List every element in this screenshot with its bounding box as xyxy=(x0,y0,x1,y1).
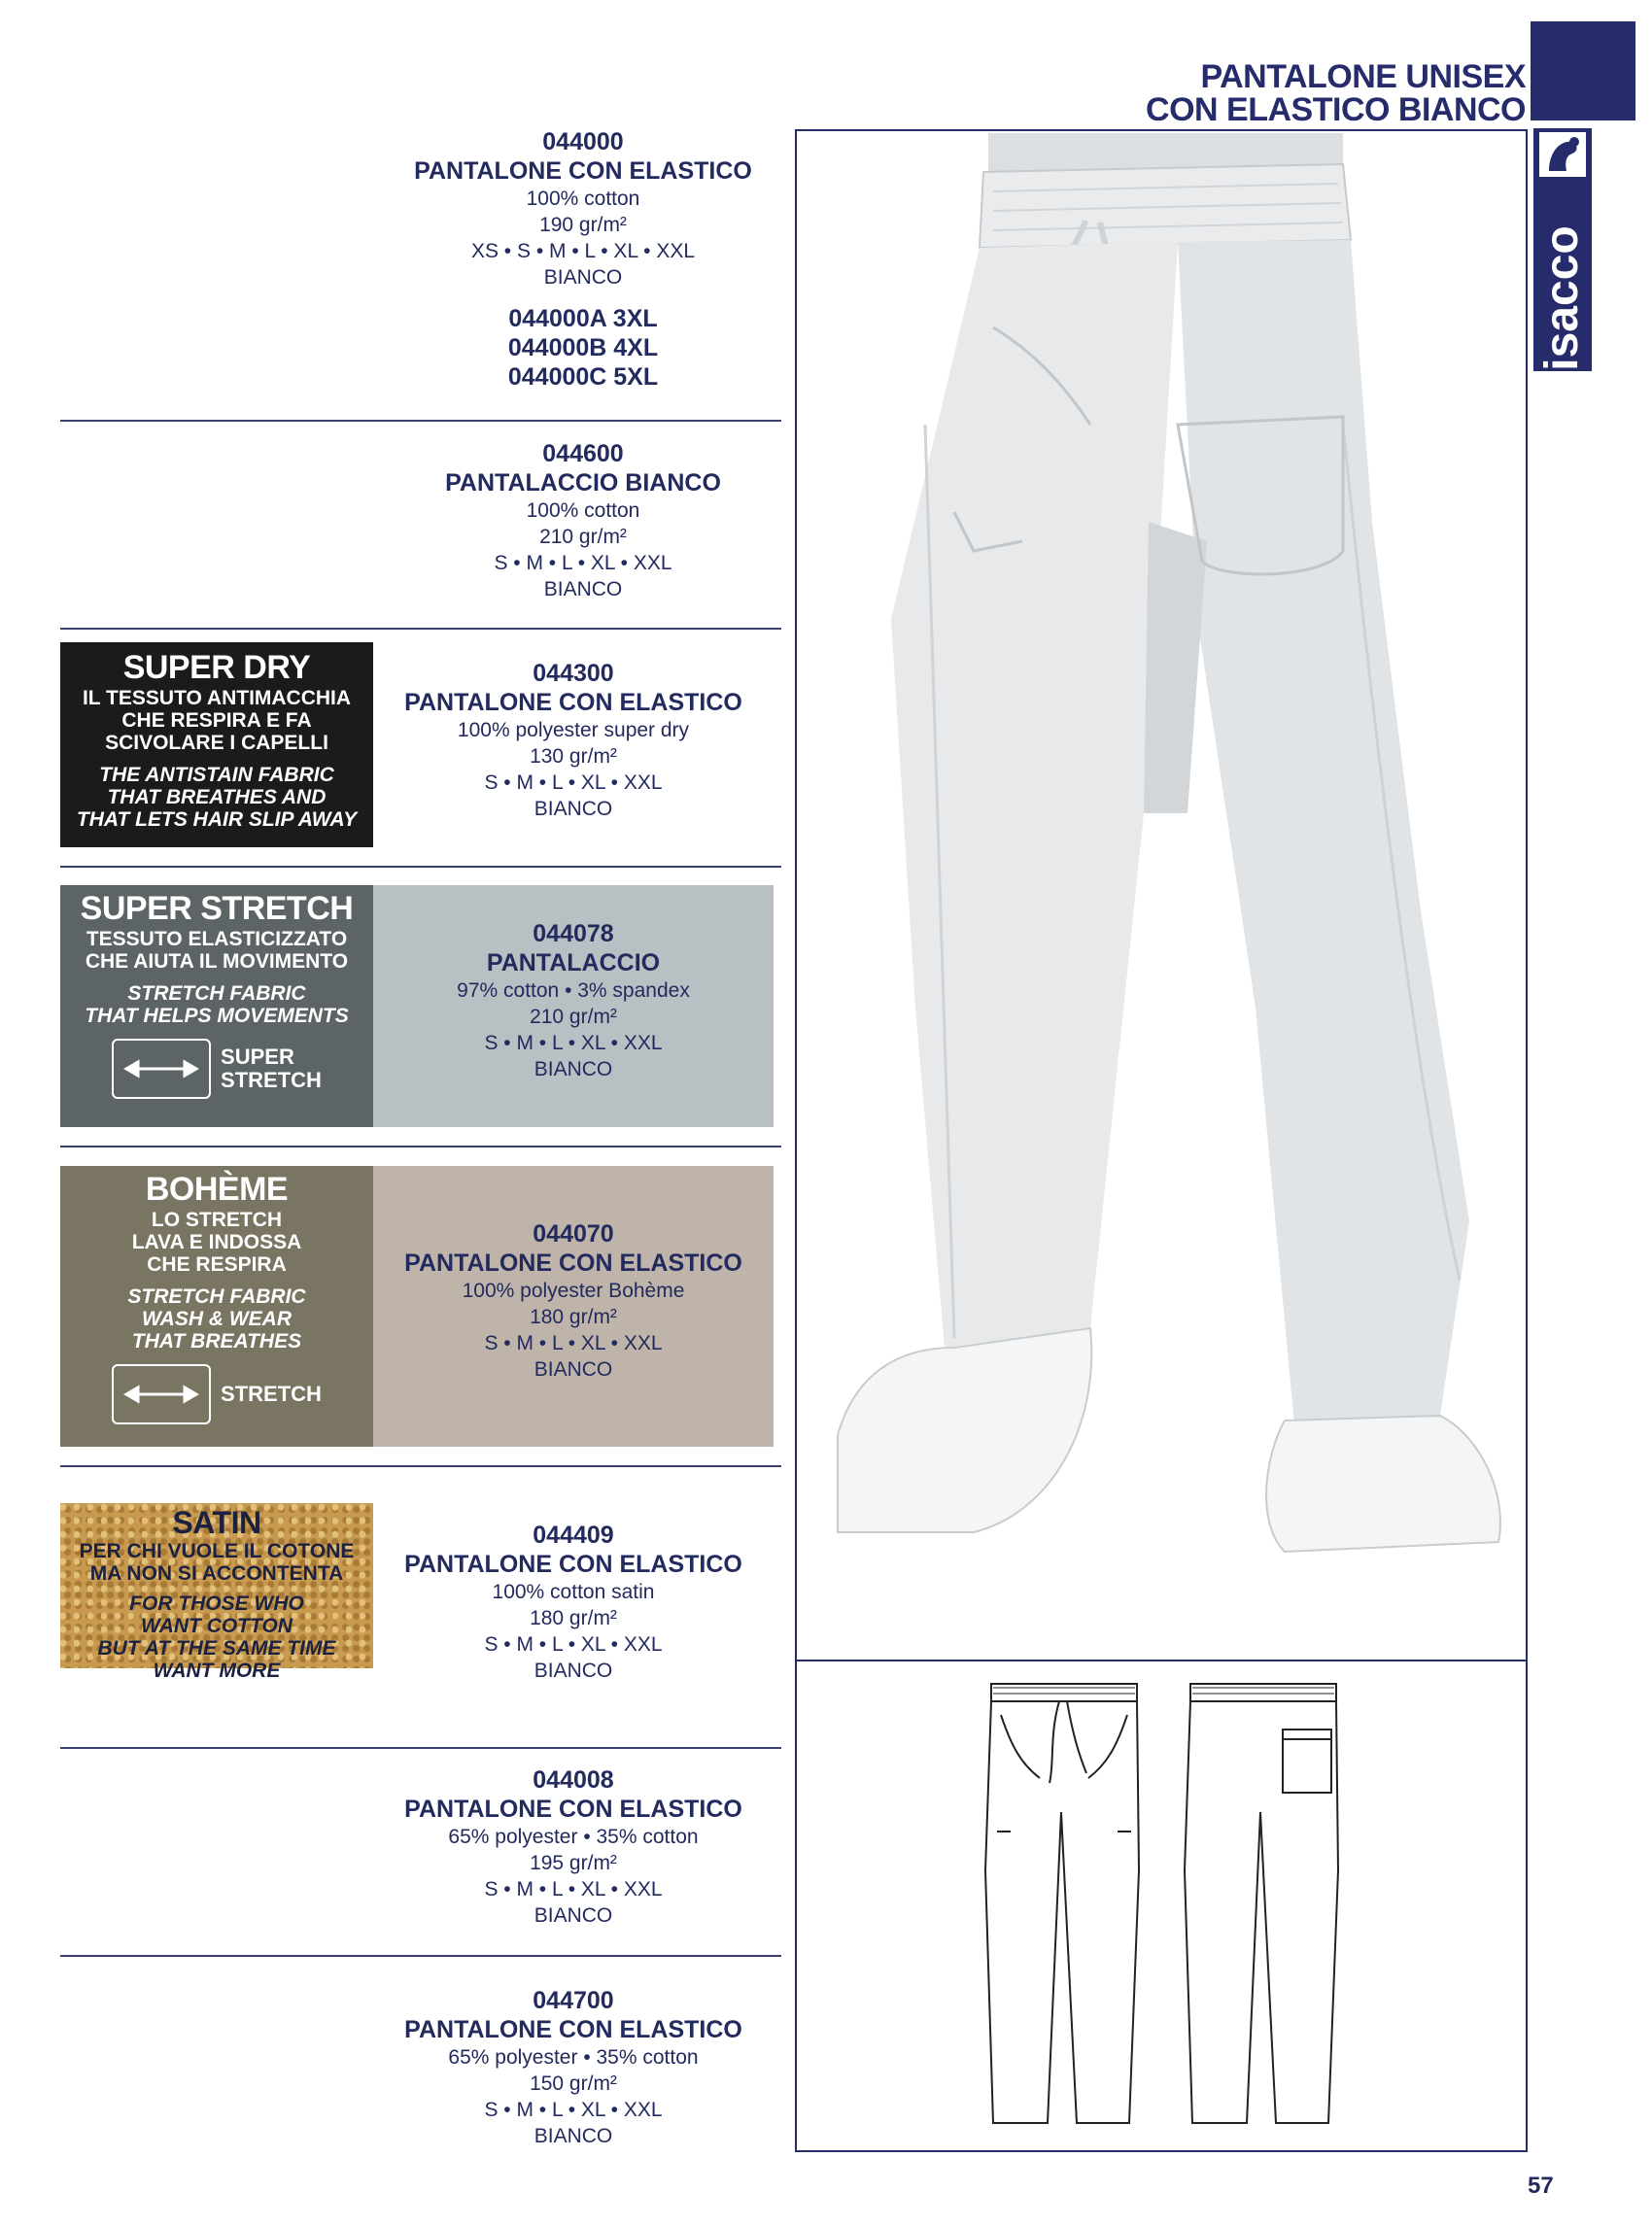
product-044070: 044070 PANTALONE CON ELASTICO 100% polyester Bohème 180 gr/m² S • M • L • XL • XXL BIANCO xyxy=(404,1220,742,1381)
technical-drawing xyxy=(972,1676,1360,2133)
stretch-arrow-icon xyxy=(112,1364,211,1424)
stretch-arrow-icon xyxy=(112,1039,211,1099)
separator-7 xyxy=(60,1955,781,1957)
separator-3 xyxy=(60,866,781,868)
product-044300: 044300 PANTALONE CON ELASTICO 100% polyester super dry 130 gr/m² S • M • L • XL • XXL BIANCO xyxy=(404,660,742,820)
badge-superdry: SUPER DRY IL TESSUTO ANTIMACCHIA CHE RESPIRA E FA SCIVOLARE I CAPELLI THE ANTISTAIN FABRIC THAT BREATHES AND THAT LETS HAIR SLIP AWAY xyxy=(60,642,373,847)
product-044000: 044000 PANTALONE CON ELASTICO 100% cotton 190 gr/m² XS • S • M • L • XL • XXL BIANCO 044000A 3XL 044000B 4XL 044000C 5XL xyxy=(389,127,777,392)
product-044409: 044409 PANTALONE CON ELASTICO 100% cotton satin 180 gr/m² S • M • L • XL • XXL BIANCO xyxy=(404,1522,742,1682)
frame-divider xyxy=(795,1660,1528,1661)
badge-boheme: BOHÈME LO STRETCH LAVA E INDOSSA CHE RESPIRA STRETCH FABRIC WASH & WEAR THAT BREATHES STRETCH xyxy=(60,1166,373,1447)
badge-satin: SATIN PER CHI VUOLE IL COTONE MA NON SI ACCONTENTA FOR THOSE WHO WANT COTTON BUT AT THE SAME TIME WANT MORE xyxy=(60,1503,373,1668)
extra-sizes: 044000A 3XL 044000B 4XL 044000C 5XL xyxy=(507,305,659,391)
page-number: 57 xyxy=(1528,2173,1554,2199)
separator-2 xyxy=(60,628,781,630)
separator-6 xyxy=(60,1747,781,1749)
product-044700: 044700 PANTALONE CON ELASTICO 65% polyester • 35% cotton 150 gr/m² S • M • L • XL • XXL BIANCO xyxy=(404,1987,742,2147)
product-044600: 044600 PANTALACCIO BIANCO 100% cotton 210 gr/m² S • M • L • XL • XXL BIANCO xyxy=(445,440,721,600)
brand-logo: isacco xyxy=(1533,128,1592,371)
product-photo xyxy=(799,133,1524,1658)
page-title: PANTALONE UNISEX CON ELASTICO BIANCO xyxy=(1146,58,1526,128)
badge-superstretch: SUPER STRETCH TESSUTO ELASTICIZZATO CHE AIUTA IL MOVIMENTO STRETCH FABRIC THAT HELPS MOVEMENTS SUPER STRETCH xyxy=(60,885,373,1127)
product-044008: 044008 PANTALONE CON ELASTICO 65% polyester • 35% cotton 195 gr/m² S • M • L • XL • XXL BIANCO xyxy=(404,1766,742,1927)
product-044078: 044078 PANTALACCIO 97% cotton • 3% spandex 210 gr/m² S • M • L • XL • XXL BIANCO xyxy=(457,920,690,1080)
brand-figure-icon xyxy=(1539,132,1586,177)
separator-5 xyxy=(60,1465,781,1467)
corner-block xyxy=(1531,21,1635,120)
separator-1 xyxy=(60,420,781,422)
separator-4 xyxy=(60,1146,781,1147)
